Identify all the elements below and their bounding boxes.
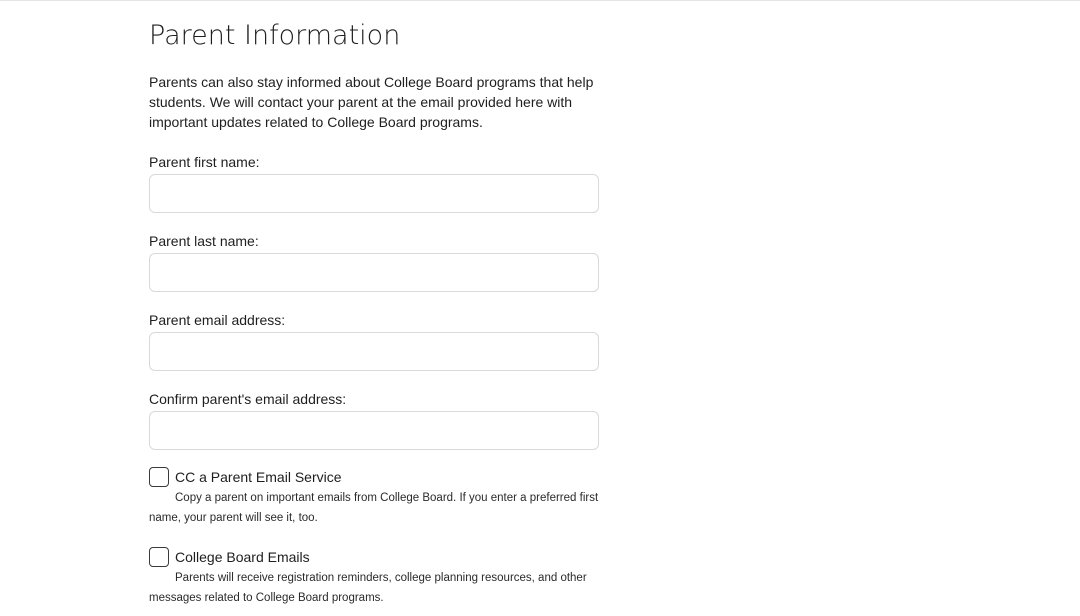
college-board-emails-label: College Board Emails	[175, 549, 310, 565]
parent-first-name-field	[149, 153, 599, 213]
parent-email-label: Parent email address:	[149, 312, 286, 328]
parent-last-name-input[interactable]	[149, 253, 599, 292]
parent-email-field	[149, 311, 599, 371]
college-board-emails-description: Parents will receive registration reminders, college planning resources, and other messages related to College Board programs.	[149, 572, 587, 604]
cc-parent-email-option	[149, 467, 601, 528]
parent-first-name-input[interactable]	[149, 174, 599, 213]
section-intro: Parents can also stay informed about College Board programs that help students. We will contact your parent at the email provided here with important updates related to College Board programs.	[149, 74, 594, 130]
cc-parent-email-row[interactable]	[149, 467, 601, 487]
college-board-emails-checkbox[interactable]	[149, 547, 169, 567]
cc-parent-email-checkbox[interactable]	[149, 467, 169, 487]
confirm-parent-email-input[interactable]	[149, 411, 599, 450]
cc-parent-email-label: CC a Parent Email Service	[175, 469, 342, 485]
parent-last-name-label: Parent last name:	[149, 233, 259, 249]
cc-parent-email-description: Copy a parent on important emails from College Board. If you enter a preferred first name, your parent will see it, too.	[149, 492, 599, 524]
college-board-emails-option	[149, 547, 601, 608]
confirm-parent-email-field	[149, 390, 599, 450]
college-board-emails-row[interactable]	[149, 547, 601, 567]
parent-last-name-field	[149, 232, 599, 292]
top-divider	[0, 0, 1080, 1]
confirm-parent-email-label: Confirm parent's email address:	[149, 391, 347, 407]
parent-email-input[interactable]	[149, 332, 599, 371]
parent-first-name-label: Parent first name:	[149, 154, 260, 170]
section-title: Parent Information	[149, 20, 401, 51]
